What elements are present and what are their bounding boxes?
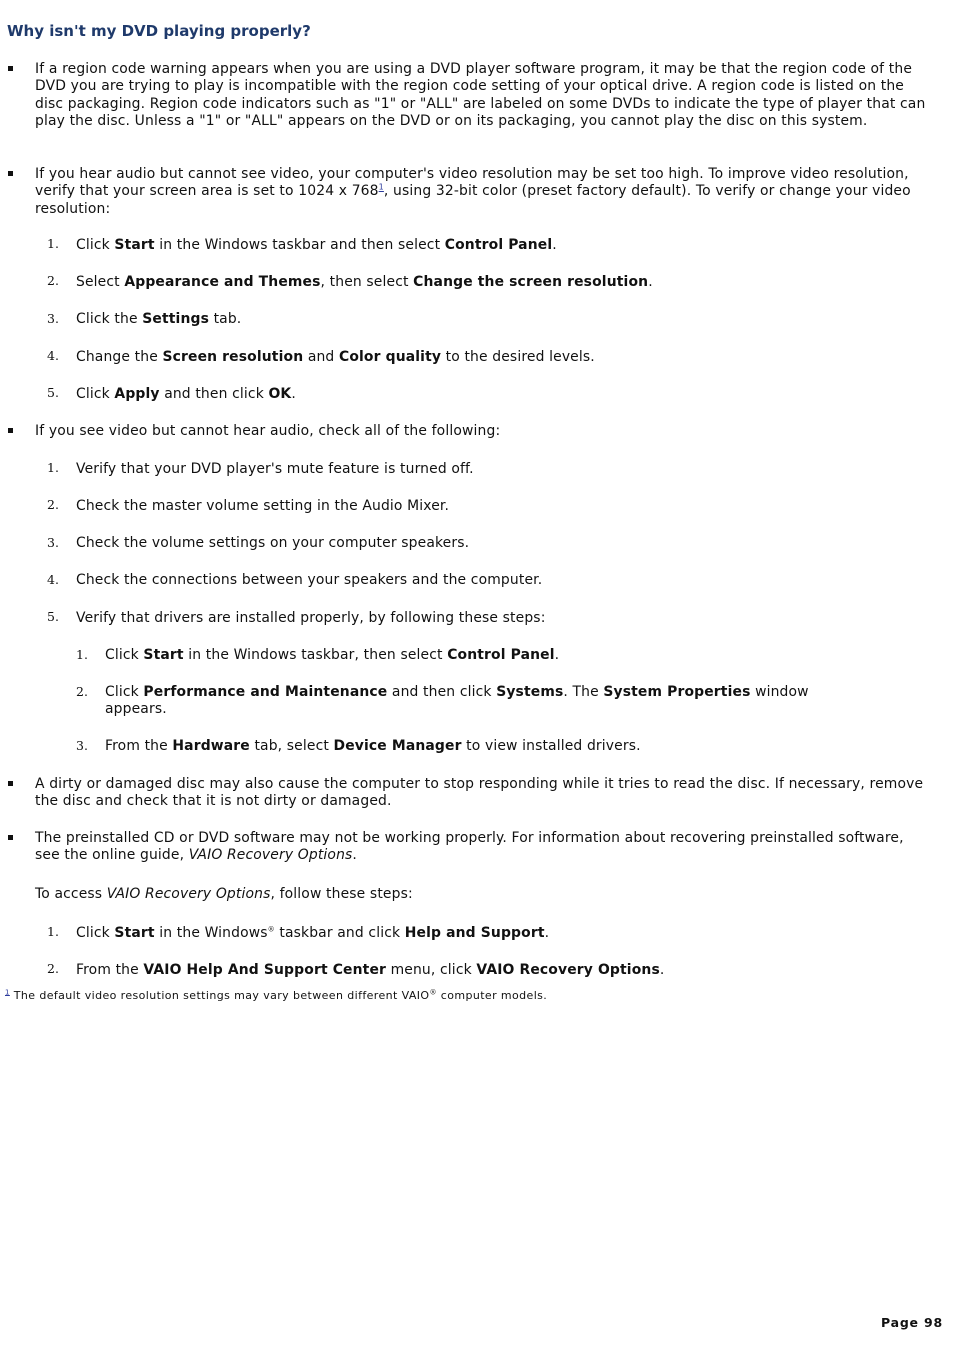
driver-step-3: From the Hardware tab, select Device Manager to view installed drivers. <box>105 738 641 754</box>
video-step-5: Click Apply and then click OK. <box>76 386 296 402</box>
step-number: 1. <box>47 924 59 939</box>
footnote: $^1$ The default video resolution settings may vary between different VAIO® computer models. <box>5 988 548 1002</box>
page-number: Page 98 <box>880 1315 943 1330</box>
step-number: 1. <box>47 460 59 475</box>
video-step-1: Click Start in the Windows taskbar and then select Control Panel. <box>76 237 557 253</box>
step-number: 5. <box>47 385 59 400</box>
step-number: 1. <box>76 647 88 662</box>
video-step-3: Click the Settings tab. <box>76 311 242 327</box>
audio-step-2: Check the master volume setting in the Audio Mixer. <box>76 498 450 514</box>
step-number: 2. <box>47 273 59 288</box>
step-number: 3. <box>76 738 88 753</box>
footnote-link[interactable]: 1 <box>378 182 384 192</box>
audio-step-5: Verify that drivers are installed properly, by following these steps: <box>76 610 546 626</box>
bullet-preinstalled-software: The preinstalled CD or DVD software may not be working properly. For information about recovering preinstalled software, see the online guide, VAIO Recovery Options. <box>35 830 904 864</box>
step-number: 3. <box>47 311 59 326</box>
bullet-marker <box>8 66 13 71</box>
footnote-mark[interactable]: 1 <box>5 988 10 997</box>
driver-step-1: Click Start in the Windows taskbar, then select Control Panel. <box>105 647 560 663</box>
bullet-video-resolution: If you hear audio but cannot see video, your computer's video resolution may be set too high. To improve video resolution, verify that your screen area is set to 1024 x 768$^1$, using 32-bit color (preset factory default). To verify or change your video resolution: <box>35 166 911 217</box>
bullet-dirty-disc: A dirty or damaged disc may also cause the computer to stop responding while it tries to read the disc. If necessary, remove the disc and check that it is not dirty or damaged. <box>35 776 924 810</box>
bullet-no-audio: If you see video but cannot hear audio, check all of the following: <box>35 423 501 439</box>
recovery-step-2: From the VAIO Help And Support Center menu, click VAIO Recovery Options. <box>76 962 665 978</box>
access-instructions: To access VAIO Recovery Options, follow these steps: <box>35 886 413 902</box>
bullet-region-code: If a region code warning appears when you are using a DVD player software program, it may be that the region code of the DVD you are trying to play is incompatible with the region code setting of your optical drive. A region code is listed on the disc packaging. Region code indicators such as "1" or "ALL" are labeled on some DVDs to indicate the type of player that can play the disc. Unless a "1" or "ALL" appears on the DVD or on its packaging, you cannot play the disc on this system. <box>35 61 926 130</box>
page-title: Why isn't my DVD playing properly? <box>7 22 311 40</box>
step-number: 5. <box>47 609 59 624</box>
step-number: 1. <box>47 236 59 251</box>
bullet-marker <box>8 171 13 176</box>
step-number: 4. <box>47 348 59 363</box>
bullet-marker <box>8 781 13 786</box>
step-number: 2. <box>76 684 88 699</box>
step-number: 2. <box>47 961 59 976</box>
bullet-marker <box>8 835 13 840</box>
audio-step-1: Verify that your DVD player's mute feature is turned off. <box>76 461 474 477</box>
step-number: 3. <box>47 535 59 550</box>
bullet-marker <box>8 428 13 433</box>
audio-step-4: Check the connections between your speakers and the computer. <box>76 572 543 588</box>
audio-step-3: Check the volume settings on your computer speakers. <box>76 535 470 551</box>
recovery-step-1: Click Start in the Windows® taskbar and click Help and Support. <box>76 925 550 941</box>
driver-step-2: Click Performance and Maintenance and then click Systems. The System Properties window appears. <box>105 684 809 718</box>
step-number: 4. <box>47 572 59 587</box>
video-step-4: Change the Screen resolution and Color quality to the desired levels. <box>76 349 595 365</box>
step-number: 2. <box>47 497 59 512</box>
video-step-2: Select Appearance and Themes, then select Change the screen resolution. <box>76 274 653 290</box>
